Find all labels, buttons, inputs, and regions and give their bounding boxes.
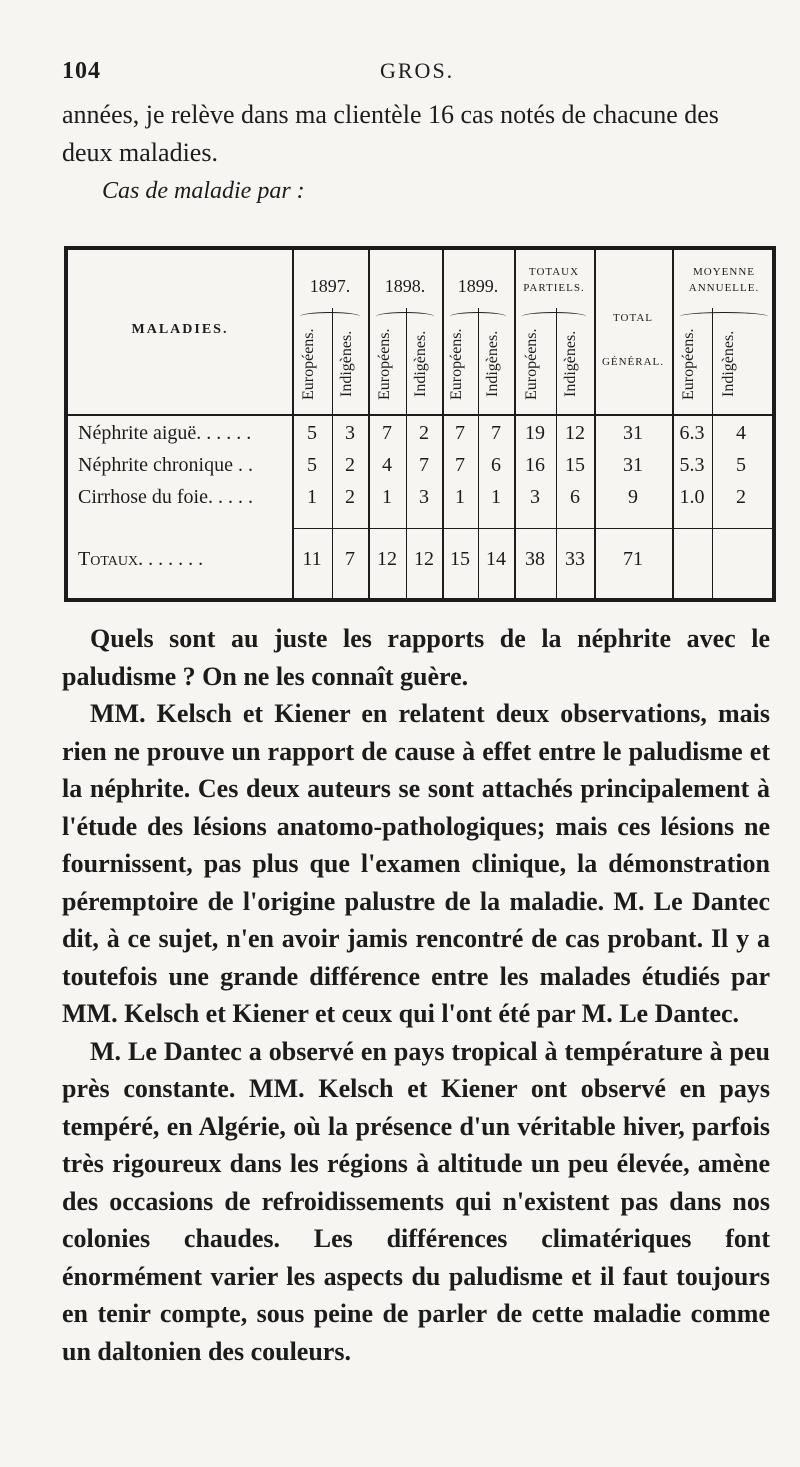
cell-value: 12 [377, 548, 397, 570]
cell-value: 2 [345, 486, 355, 508]
total-header: TOTAL [613, 312, 653, 324]
cell-value: 3 [419, 486, 429, 508]
cell-value: 19 [525, 422, 545, 444]
cell-value: 6 [570, 486, 580, 508]
paragraph: Quels sont au juste les rapports de la néphrite avec le paludisme ? On ne les connaît guère. [62, 624, 770, 691]
cell-value: 7 [345, 548, 355, 570]
sub-europeens-totaux: Européens. [523, 328, 540, 400]
cell-value: 16 [525, 454, 545, 476]
cell-value: 3 [345, 422, 355, 444]
year-1897: 1897. [309, 276, 351, 296]
paragraph: M. Le Dantec a observé en pays tropical à température à peu près constante. MM. Kelsch et Kiener ont observé en pays tempéré, en Algérie, où la présence d'un véritable hiver, parfois très rigoureux dans les régions à altitude un peu élevée, amène des occasions de refroidissements qui n'existent pas dans nos colonies chaudes. Les différences climatériques font énormément varier les aspects du paludisme et il faut toujours en tenir compte, sous peine de parler de cette maladie comme un daltonien des couleurs. [62, 1036, 770, 1366]
intro-text: années, je relève dans ma clientèle 16 cas notés de chacune des deux maladies. [62, 100, 719, 167]
cell-value: 15 [565, 454, 585, 476]
cell-value: 3 [530, 486, 540, 508]
sub-europeens-1899: Européens. [448, 328, 465, 400]
sub-indigenes-1898: Indigènes. [412, 330, 429, 398]
cell-value: 12 [565, 422, 585, 444]
running-title: GROS. [380, 58, 455, 83]
cell-value: 6 [491, 454, 501, 476]
cell-value: 2 [736, 486, 746, 508]
sub-europeens-1898: Européens. [376, 328, 393, 400]
cell-value: 5.3 [679, 454, 705, 476]
year-1898: 1898. [384, 276, 426, 296]
general-header: GÉNÉRAL. [601, 356, 665, 368]
cell-value: 71 [623, 548, 643, 570]
cell-value: 5 [307, 422, 317, 444]
sub-indigenes-totaux: Indigènes. [562, 330, 579, 398]
cell-value: 7 [455, 454, 465, 476]
cell-value: 1.0 [679, 486, 705, 508]
cell-value: 6.3 [679, 422, 705, 444]
cell-value: 7 [455, 422, 465, 444]
body-text [62, 620, 770, 1370]
cell-value: 38 [525, 548, 545, 570]
page-header [62, 58, 762, 88]
sub-indigenes-1897: Indigènes. [338, 330, 355, 398]
sub-indigenes-moyenne: Indigènes. [720, 330, 737, 398]
cell-value: 7 [419, 454, 429, 476]
sub-indigenes-1899: Indigènes. [484, 330, 501, 398]
cell-value: 1 [455, 486, 465, 508]
cell-value: 14 [486, 548, 506, 570]
sub-europeens-moyenne: Européens. [680, 328, 697, 400]
cell-value: 1 [382, 486, 392, 508]
cell-value: 31 [623, 454, 643, 476]
totals-label: Totaux. . . . . . . [78, 548, 204, 570]
row-label: Néphrite chronique . . [78, 454, 253, 476]
cell-value: 2 [345, 454, 355, 476]
cell-value: 9 [628, 486, 638, 508]
totaux-partiels-header: TOTAUX PARTIELS. [523, 266, 585, 294]
cell-value: 1 [307, 486, 317, 508]
cell-value: 1 [491, 486, 501, 508]
table-caption: Cas de maladie par : [102, 178, 305, 204]
cell-value: 2 [419, 422, 429, 444]
year-1899: 1899. [457, 276, 499, 296]
cell-value: 33 [565, 548, 585, 570]
cell-value: 31 [623, 422, 643, 444]
paragraph: MM. Kelsch et Kiener en relatent deux observations, mais rien ne prouve un rapport de cause à effet entre le paludisme et la néphrite. Ces deux auteurs se sont attachés principalement à l'étude des lésions anatomo-pathologiques; mais ces lésions ne fournissent, pas plus que l'examen clinique, la démonstration péremptoire de l'origine palustre de la maladie. M. Le Dantec dit, à ce sujet, n'en avoir jamis rencontré de cas probant. Il y a toutefois une grande différence entre les malades étudiés par MM. Kelsch et Kiener et ceux qui l'ont été par M. Le Dantec. [62, 699, 770, 1028]
page-number: 104 [62, 58, 101, 84]
cell-value: 4 [382, 454, 392, 476]
cell-value: 15 [450, 548, 470, 570]
cell-value: 5 [307, 454, 317, 476]
sub-europeens-1897: Européens. [300, 328, 317, 400]
cell-value: 4 [736, 422, 746, 444]
row-label: Cirrhose du foie. . . . . [78, 486, 253, 508]
cell-value: 11 [302, 548, 322, 570]
moyenne-header: MOYENNE ANNUELLE. [688, 266, 760, 294]
cell-value: 7 [382, 422, 392, 444]
cell-value: 7 [491, 422, 501, 444]
statistics-table [64, 246, 776, 602]
row-header: MALADIES. [131, 322, 229, 337]
cell-value: 5 [736, 454, 746, 476]
row-label: Néphrite aiguë. . . . . . [78, 422, 252, 444]
cell-value: 12 [414, 548, 434, 570]
